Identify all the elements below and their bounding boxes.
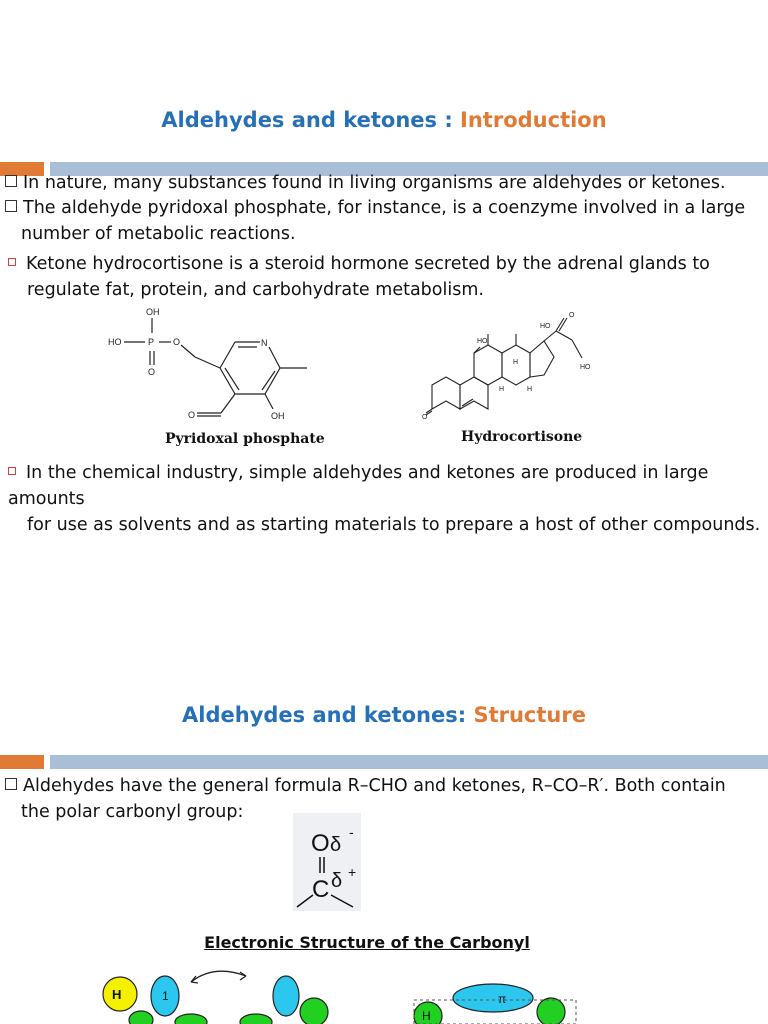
pyridoxal-phosphate-structure (105, 305, 320, 425)
label-ho: HO (108, 337, 122, 347)
label-n: N (261, 338, 268, 348)
label-ho: HO (477, 338, 488, 345)
slide1-bullet-4: In the chemical industry, simple aldehydes and ketones are produced in large amounts for use as solvents and as starting materials to prepare a host of other compounds. (8, 463, 761, 535)
label-oh: OH (146, 307, 160, 317)
slide1-title (0, 108, 768, 132)
orbital-h: H (112, 987, 122, 1002)
label-o: O (148, 367, 156, 377)
slide1-bullet-3: Ketone hydrocortisone is a steroid hormone secreted by the adrenal glands to regulate fat, protein, and carbohydrate metabolism. (8, 251, 710, 303)
label-h: H (527, 386, 533, 393)
slide1-bullet-1: In nature, many substances found in living organisms are aldehydes or ketones. (5, 170, 726, 196)
label-ho: HO (540, 323, 551, 330)
caption-pyridoxal-phosphate: Pyridoxal phosphate (165, 431, 325, 447)
slide1-title-main: Aldehydes and ketones : (161, 108, 461, 132)
label-h: H (513, 359, 519, 366)
slide2-title-main: Aldehydes and ketones: (182, 703, 474, 727)
carbonyl-group-diagram (293, 813, 361, 911)
orbital-h2: H (422, 1009, 431, 1023)
slide1-title-accent: Introduction (460, 108, 607, 132)
slide2-bullet-1: Aldehydes have the general formula R–CHO and ketones, R–CO–R′. Both contain the polar carbonyl group: (5, 773, 726, 825)
label-ho: HO (580, 364, 591, 371)
delta-minus: δ (330, 834, 342, 856)
delta-plus: δ (331, 870, 343, 892)
hydrocortisone-structure (422, 312, 602, 422)
slide2-rule (0, 755, 768, 769)
orbital-1: 1 (162, 989, 169, 1003)
label-o: O (188, 410, 196, 420)
label-p: P (148, 337, 155, 347)
label-o: O (569, 312, 575, 319)
plus-sign: + (348, 864, 357, 880)
slide2-title (0, 703, 768, 727)
square-bullet-icon (5, 175, 17, 187)
label-h: H (499, 386, 505, 393)
carbonyl-o: O (311, 830, 330, 857)
square-bullet-icon (8, 258, 16, 266)
orbital-pi: π (498, 992, 507, 1006)
label-o: O (173, 337, 181, 347)
label-o: O (422, 414, 428, 421)
square-bullet-icon (5, 200, 17, 212)
square-bullet-icon (8, 467, 16, 475)
label-oh: OH (271, 411, 285, 421)
minus-sign: - (349, 824, 354, 840)
carbonyl-electronic-heading: Electronic Structure of the Carbonyl (204, 933, 530, 952)
orbital-diagram (96, 962, 606, 1024)
slide2-title-accent: Structure (473, 703, 586, 727)
square-bullet-icon (5, 778, 17, 790)
carbonyl-c: C (312, 876, 330, 903)
slide1-bullet-2: The aldehyde pyridoxal phosphate, for instance, is a coenzyme involved in a large number of metabolic reactions. (5, 195, 745, 247)
caption-hydrocortisone: Hydrocortisone (461, 429, 583, 445)
